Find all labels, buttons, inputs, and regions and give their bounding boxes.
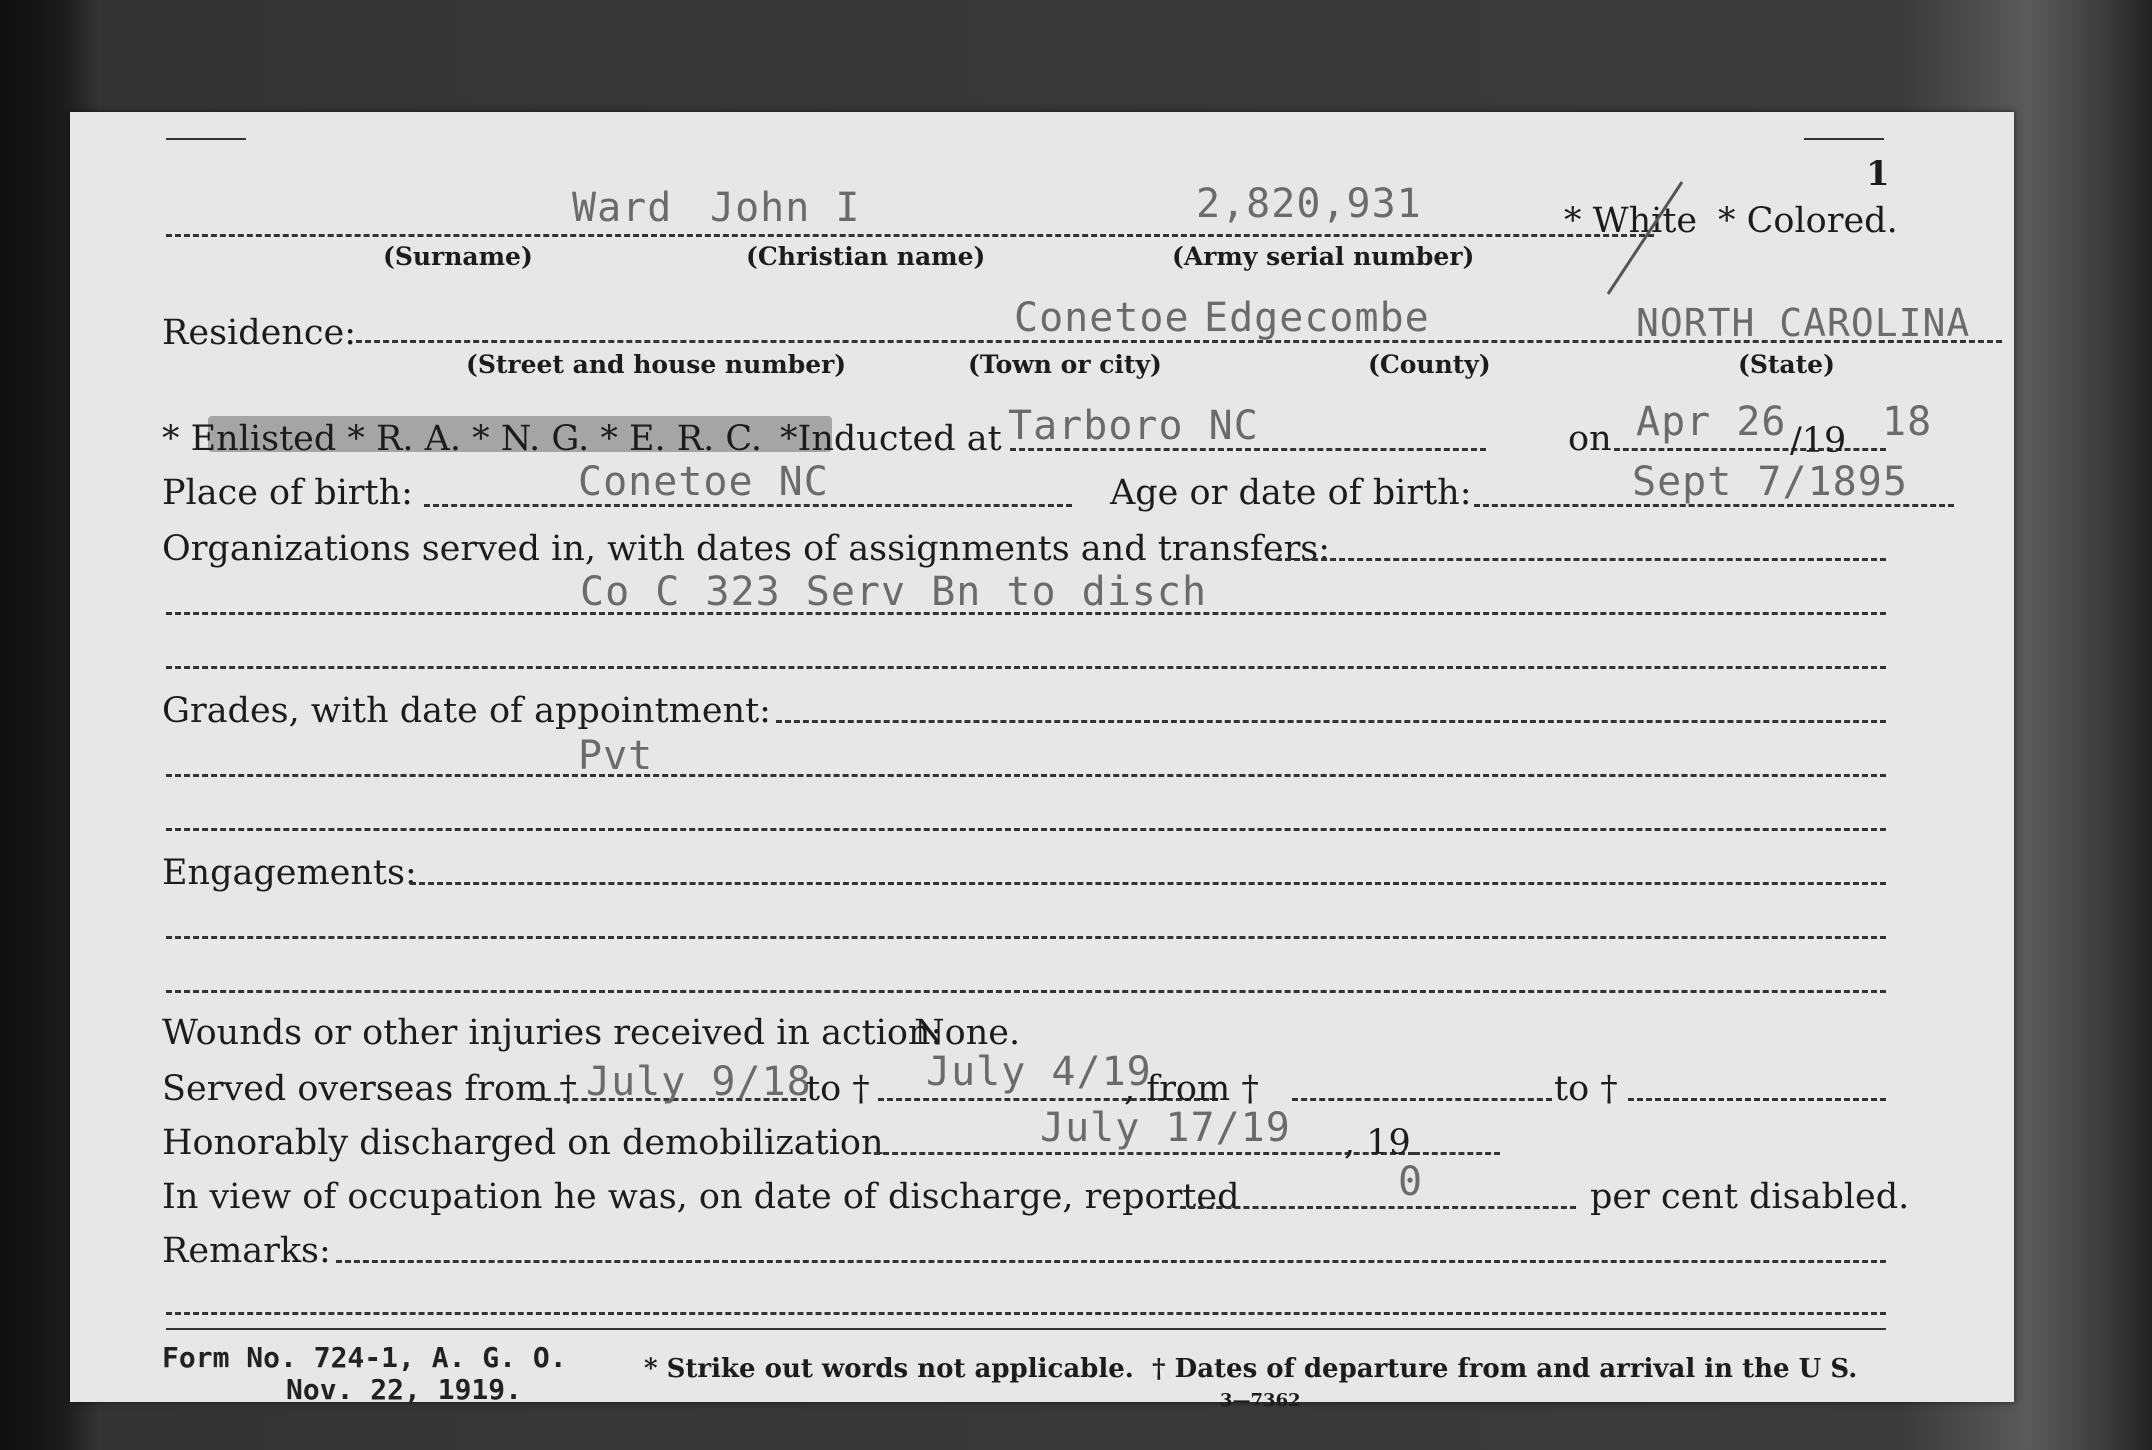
engagements-label: Engagements: xyxy=(162,853,417,893)
induction-year-prefix: /19 xyxy=(1790,421,1847,461)
engagements-line-3 xyxy=(166,990,1886,993)
overseas-from-value: July 9/18 xyxy=(586,1059,812,1105)
induction-year-value: 18 xyxy=(1882,399,1933,445)
grades-line-1 xyxy=(776,720,1886,723)
discharge-year-prefix: , 19 xyxy=(1344,1123,1411,1163)
white-option: * White xyxy=(1564,201,1698,241)
place-of-birth-value: Conetoe NC xyxy=(578,459,829,505)
christian-name-caption: (Christian name) xyxy=(746,242,986,271)
form-date: Nov. 22, 1919. xyxy=(286,1373,523,1406)
colored-option: * Colored. xyxy=(1718,201,1898,241)
overseas-to-value: July 4/19 xyxy=(926,1049,1152,1095)
enlistment-options: * Enlisted * R. A. * N. G. * E. R. C. xyxy=(162,419,763,459)
on-label: on xyxy=(1568,419,1612,459)
engagements-line-1 xyxy=(410,882,1886,885)
surname-value: Ward xyxy=(572,185,673,231)
birth-date-value: Sept 7/1895 xyxy=(1632,459,1908,505)
white-strike-mark xyxy=(1600,178,1690,298)
organizations-line-3 xyxy=(166,666,1886,669)
disability-suffix: per cent disabled. xyxy=(1590,1177,1910,1217)
age-label: Age or date of birth: xyxy=(1110,473,1472,513)
dates-note: † Dates of departure from and arrival in the U S. xyxy=(1152,1354,1858,1384)
town-caption: (Town or city) xyxy=(968,350,1162,379)
induction-date-value: Apr 26 xyxy=(1636,399,1787,445)
overseas-to-label: to † xyxy=(806,1069,870,1109)
form-number: Form No. 724-1, A. G. O. xyxy=(162,1341,567,1374)
christian-name-value: John I xyxy=(710,185,861,231)
strike-note: * Strike out words not applicable. xyxy=(644,1354,1134,1384)
grades-value: Pvt xyxy=(578,733,654,779)
discharge-label: Honorably discharged on demobilization xyxy=(162,1123,884,1163)
residence-state-value: NORTH CAROLINA xyxy=(1636,301,1971,345)
serial-number-value: 2,820,931 xyxy=(1196,181,1422,227)
discharge-line xyxy=(874,1152,1414,1155)
remarks-line-1 xyxy=(336,1260,1886,1263)
overseas-to2-label: to † xyxy=(1554,1069,1618,1109)
remarks-line-2 xyxy=(166,1312,1886,1315)
organizations-value: Co C 323 Serv Bn to disch xyxy=(580,569,1208,615)
residence-label: Residence: xyxy=(162,313,356,353)
wounds-label: Wounds or other injuries received in action: xyxy=(162,1013,943,1053)
disability-value: 0 xyxy=(1398,1159,1424,1205)
wounds-value: None. xyxy=(914,1013,1021,1053)
page-number: 1 xyxy=(1866,154,1890,194)
print-code: 3—7362 xyxy=(1220,1390,1301,1411)
residence-county-value: Edgecombe xyxy=(1204,295,1430,341)
organizations-label: Organizations served in, with dates of assignments and transfers: xyxy=(162,529,1331,569)
draft-record-card xyxy=(70,112,2014,1411)
footer-rule xyxy=(166,1328,1886,1330)
disability-line xyxy=(1180,1206,1576,1209)
discharge-date-value: July 17/19 xyxy=(1040,1105,1291,1151)
inducted-label: *Inducted at xyxy=(780,419,1002,459)
serial-number-caption: (Army serial number) xyxy=(1172,242,1475,271)
overseas-to2-line xyxy=(1628,1098,1886,1101)
remarks-label: Remarks: xyxy=(162,1231,331,1271)
place-of-birth-label: Place of birth: xyxy=(162,473,413,513)
county-caption: (County) xyxy=(1368,350,1491,379)
street-caption: (Street and house number) xyxy=(466,350,847,379)
state-caption: (State) xyxy=(1738,350,1835,379)
residence-town-value: Conetoe xyxy=(1014,295,1190,341)
top-left-rule xyxy=(166,138,246,140)
overseas-from2-label: , from † xyxy=(1124,1069,1259,1109)
inducted-at-value: Tarboro NC xyxy=(1008,403,1259,449)
engagements-line-2 xyxy=(166,936,1886,939)
overseas-from2-line xyxy=(1292,1098,1552,1101)
grades-label: Grades, with date of appointment: xyxy=(162,691,771,731)
discharge-year-line xyxy=(1414,1152,1500,1155)
overseas-label: Served overseas from † xyxy=(162,1069,577,1109)
grades-line-2 xyxy=(166,774,1886,777)
grades-line-3 xyxy=(166,828,1886,831)
disability-label: In view of occupation he was, on date of discharge, reported xyxy=(162,1177,1240,1217)
top-right-rule xyxy=(1804,138,1884,140)
name-line xyxy=(166,234,1654,237)
organizations-line-1 xyxy=(1276,558,1886,561)
surname-caption: (Surname) xyxy=(383,242,533,271)
